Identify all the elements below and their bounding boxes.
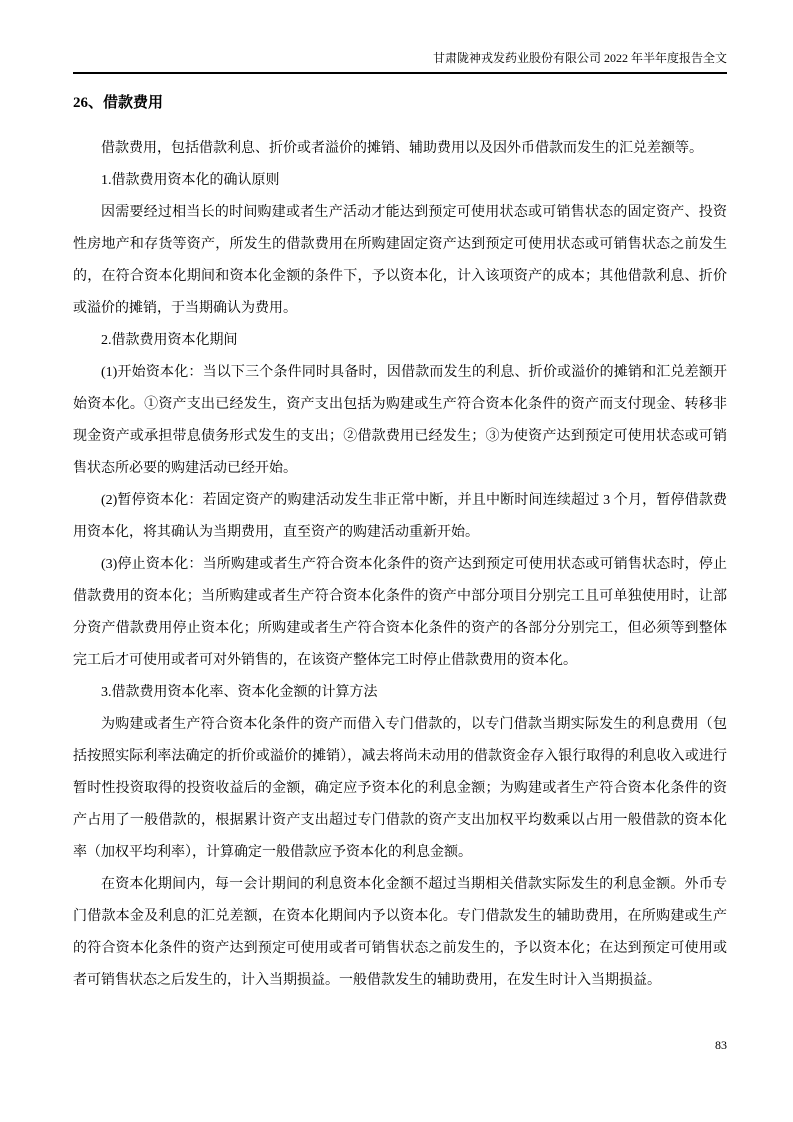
report-header-text: 甘肃陇神戎发药业股份有限公司 2022 年半年度报告全文 bbox=[432, 51, 727, 65]
paragraph: 因需要经过相当长的时间购建或者生产活动才能达到预定可使用状态或可销售状态的固定资产、投资性房地产和存货等资产，所发生的借款费用在所购建固定资产达到预定可使用状态或可销售状态之前发生的，在符合资本化期间和资本化金额的条件下，予以资本化，计入该项资产的成本；其他借款利息、折价或溢价的摊销，于当期确认为费用。 bbox=[73, 205, 727, 316]
page-header bbox=[73, 50, 727, 71]
paragraph: 1.借款费用资本化的确认原则 bbox=[101, 173, 280, 188]
paragraph: 2.借款费用资本化期间 bbox=[101, 333, 238, 348]
paragraph: 3.借款费用资本化率、资本化金额的计算方法 bbox=[101, 685, 378, 700]
paragraph: 在资本化期间内，每一会计期间的利息资本化金额不超过当期相关借款实际发生的利息金额。外币专门借款本金及利息的汇兑差额，在资本化期间内予以资本化。专门借款发生的辅助费用，在所购建或生产的符合资本化条件的资产达到预定可使用或者可销售状态之前发生的，予以资本化；在达到预定可使用或者可销售状态之后发生的，计入当期损益。一般借款发生的辅助费用，在发生时计入当期损益。 bbox=[73, 877, 727, 988]
section-title: 26、借款费用 bbox=[73, 95, 164, 111]
document-body bbox=[73, 74, 727, 997]
paragraph: 借款费用，包括借款利息、折价或者溢价的摊销、辅助费用以及因外币借款而发生的汇兑差额等。 bbox=[101, 141, 703, 156]
paragraph: 为购建或者生产符合资本化条件的资产而借入专门借款的，以专门借款当期实际发生的利息费用（包括按照实际利率法确定的折价或溢价的摊销），减去将尚未动用的借款资金存入银行取得的利息收入或进行暂时性投资取得的投资收益后的金额，确定应予资本化的利息金额；为购建或者生产符合资本化条件的资产占用了一般借款的，根据累计资产支出超过专门借款的资产支出加权平均数乘以占用一般借款的资本化率（加权平均利率），计算确定一般借款应予资本化的利息金额。 bbox=[73, 717, 727, 860]
page-number: 83 bbox=[715, 1038, 727, 1052]
paragraph: (1)开始资本化：当以下三个条件同时具备时，因借款而发生的利息、折价或溢价的摊销和汇兑差额开始资本化。①资产支出已经发生，资产支出包括为购建或生产符合资本化条件的资产而支付现金、转移非现金资产或承担带息债务形式发生的支出；②借款费用已经发生；③为使资产达到预定可使用状态或可销售状态所必要的购建活动已经开始。 bbox=[73, 365, 727, 476]
paragraph: (3)停止资本化：当所购建或者生产符合资本化条件的资产达到预定可使用状态或可销售状态时，停止借款费用的资本化；当所购建或者生产符合资本化条件的资产中部分项目分别完工且可单独使用时，让部分资产借款费用停止资本化；所购建或者生产符合资本化条件的资产的各部分分别完工，但必须等到整体完工后才可使用或者可对外销售的，在该资产整体完工时停止借款费用的资本化。 bbox=[73, 557, 727, 668]
paragraph: (2)暂停资本化：若固定资产的购建活动发生非正常中断，并且中断时间连续超过 3 个月，暂停借款费用资本化，将其确认为当期费用，直至资产的购建活动重新开始。 bbox=[73, 493, 727, 540]
